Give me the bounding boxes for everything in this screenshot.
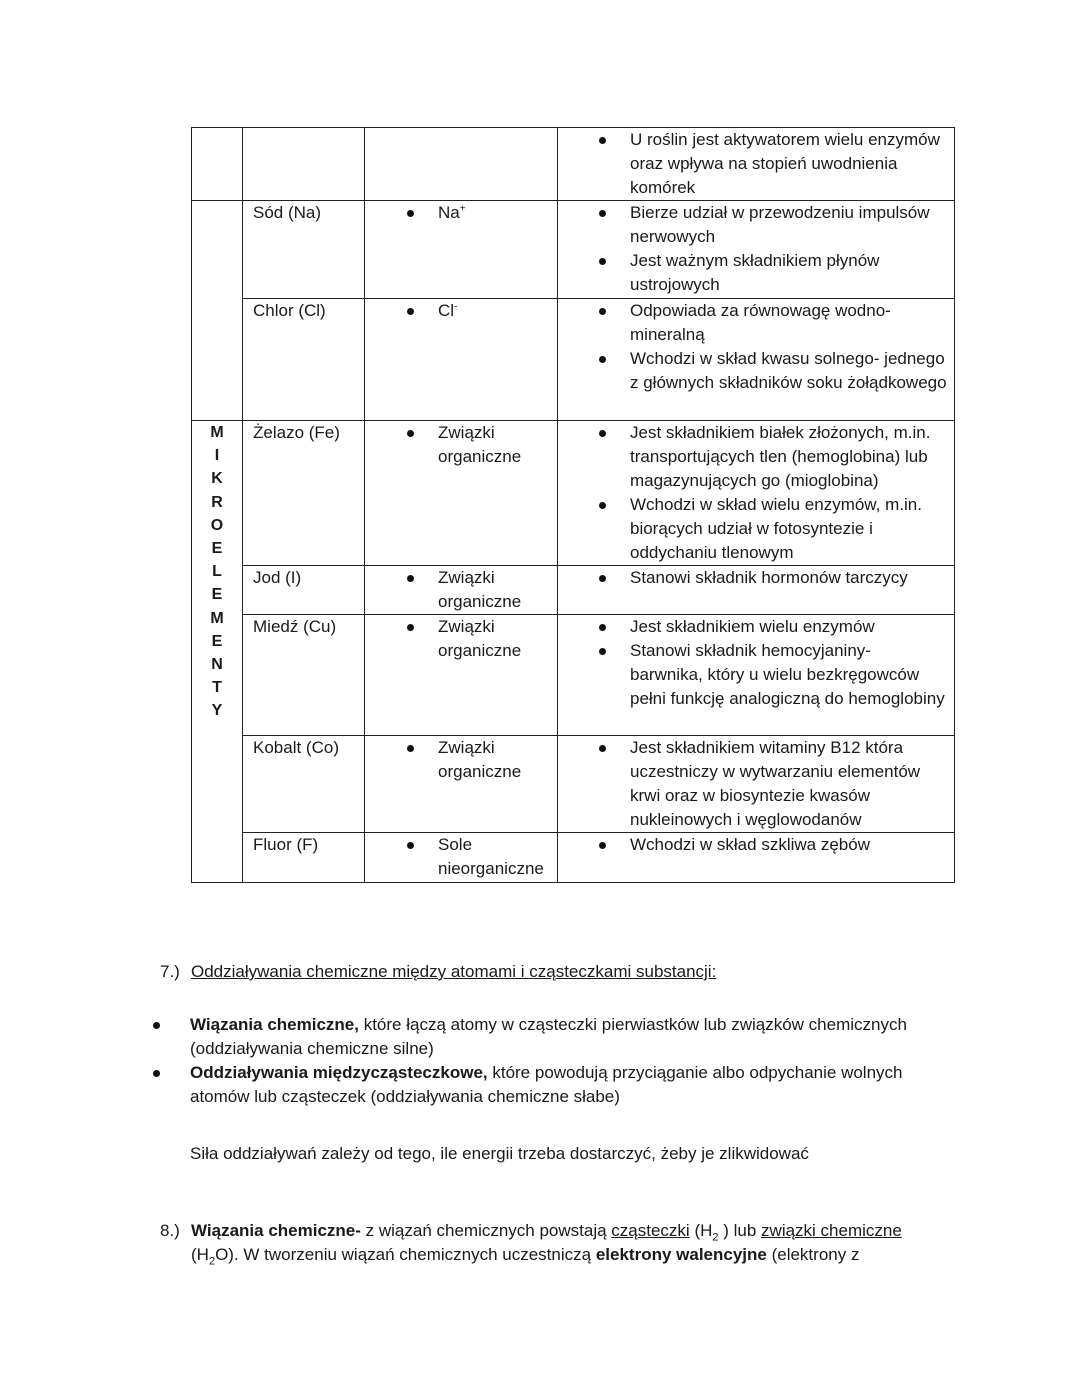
term: Wiązania chemiczne- [191,1221,361,1240]
list-item: Jest składnikiem witaminy B12 która uczestniczy w wytwarzaniu elementów krwi oraz w biosyntezie kwasów nukleinowych i węglowodanów [558,736,954,832]
list-item: Związki organiczne [365,736,557,784]
section-7-list [0,1013,1080,1109]
function-cell [558,128,955,201]
list-item: Stanowi składnik hemocyjaniny- barwnika, który u wielu bezkręgowców pełni funkcję analogiczną do hemoglobiny [558,639,954,711]
table-row [192,421,955,566]
occurrence-form-cell [365,299,558,421]
list-item: Sole nieorganiczne [365,833,557,881]
vertical-section-label [192,421,243,883]
label-letter: M [210,609,224,627]
element-name: Miedź (Cu) [253,617,337,636]
blank-cell [192,128,243,201]
occurrence-form-cell [365,615,558,736]
table-row [192,128,955,201]
term-valence-electrons: elektrony walencyjne [595,1245,767,1264]
link-molecules: cząsteczki [611,1221,690,1240]
list-item: Jest składnikiem wielu enzymów [558,615,954,639]
list-item: Odpowiada za równowagę wodno-mineralną [558,299,954,347]
list-item: Oddziaływania międzycząsteczkowe, które powodują przyciąganie albo odpychanie wolnych atomów lub cząsteczek (oddziaływania chemiczne słabe) [0,1061,1080,1109]
occurrence-form-cell [365,566,558,615]
element-name-cell [243,566,365,615]
label-letter: E [211,540,223,558]
element-name-cell [243,128,365,201]
element-name: Kobalt (Co) [253,738,339,757]
element-name-cell [243,736,365,833]
occurrence-form-cell [365,201,558,299]
list-item: Jest składnikiem białek złożonych, m.in. transportujących tlen (hemoglobina) lub magazynujących go (mioglobina) [558,421,954,493]
list-item: Wchodzi w skład wielu enzymów, m.in. biorących udział w fotosyntezie i oddychaniu tlenowym [558,493,954,565]
list-item: Na+ [365,201,557,225]
list-item: Bierze udział w przewodzeniu impulsów nerwowych [558,201,954,249]
section-number: 7.) [160,962,180,981]
list-item: Związki organiczne [365,421,557,469]
label-letter: E [211,632,223,650]
occurrence-form-cell [365,421,558,566]
label-letter: E [211,586,223,604]
section-7-heading [160,960,960,984]
section-7-note: Siła oddziaływań zależy od tego, ile energii trzeba dostarczyć, żeby je zlikwidować [190,1144,809,1163]
element-name: Sód (Na) [253,203,322,222]
function-cell [558,566,955,615]
element-name-cell [243,201,365,299]
list-item: Cl- [365,299,557,323]
list-item: Wiązania chemiczne, które łączą atomy w cząsteczki pierwiastków lub związków chemicznych (oddziaływania chemiczne silne) [0,1013,1080,1061]
label-letter: R [211,493,223,511]
table-row [192,833,955,883]
list-item: Stanowi składnik hormonów tarczycy [558,566,954,590]
function-cell [558,615,955,736]
label-letter: T [212,679,222,697]
function-cell [558,736,955,833]
list-item: Związki organiczne [365,615,557,663]
element-name: Jod (I) [253,568,302,587]
element-name: Chlor (Cl) [253,301,326,320]
section-8-paragraph: 8.) Wiązania chemiczne- z wiązań chemicznych powstają cząsteczki ($H_2$ ) lub związki chemiczne $(H_2O)$. W tworzeniu wiązań chemicznych uczestniczą elektrony walencyjne (elektrony z [160,1221,902,1268]
table-row [192,201,955,299]
list-item: Jest ważnym składnikiem płynów ustrojowych [558,249,954,297]
occurrence-form-cell [365,736,558,833]
blank-cell [192,201,243,421]
list-item: Wchodzi w skład kwasu solnego- jednego z głównych składników soku żołądkowego [558,347,954,395]
label-letter: M [210,424,224,441]
function-cell [558,299,955,421]
element-name: Fluor (F) [253,835,319,854]
table-row [192,615,955,736]
table-row [192,566,955,615]
label-letter: L [212,563,222,581]
element-name-cell [243,421,365,566]
occurrence-form-cell [365,128,558,201]
element-name-cell [243,833,365,883]
table-row [192,736,955,833]
section-title: Oddziaływania chemiczne między atomami i cząsteczkami substancji: [191,962,717,981]
list-item: Wchodzi w skład szkliwa zębów [558,833,954,857]
table-row [192,299,955,421]
function-cell [558,201,955,299]
label-letter: O [210,516,224,534]
label-letter: I [214,447,220,465]
element-name-cell [243,615,365,736]
label-letter: N [211,656,223,674]
label-letter: K [211,470,223,488]
list-item: U roślin jest aktywatorem wielu enzymów oraz wpływa na stopień uwodnienia komórek [558,128,954,200]
label-letter: Y [211,702,223,720]
element-name-cell [243,299,365,421]
link-compounds: związki chemiczne [761,1221,902,1240]
occurrence-form-cell [365,833,558,883]
list-item: Związki organiczne [365,566,557,614]
function-cell [558,833,955,883]
function-cell [558,421,955,566]
element-name: Żelazo (Fe) [253,423,340,442]
microelements-table [191,127,955,883]
